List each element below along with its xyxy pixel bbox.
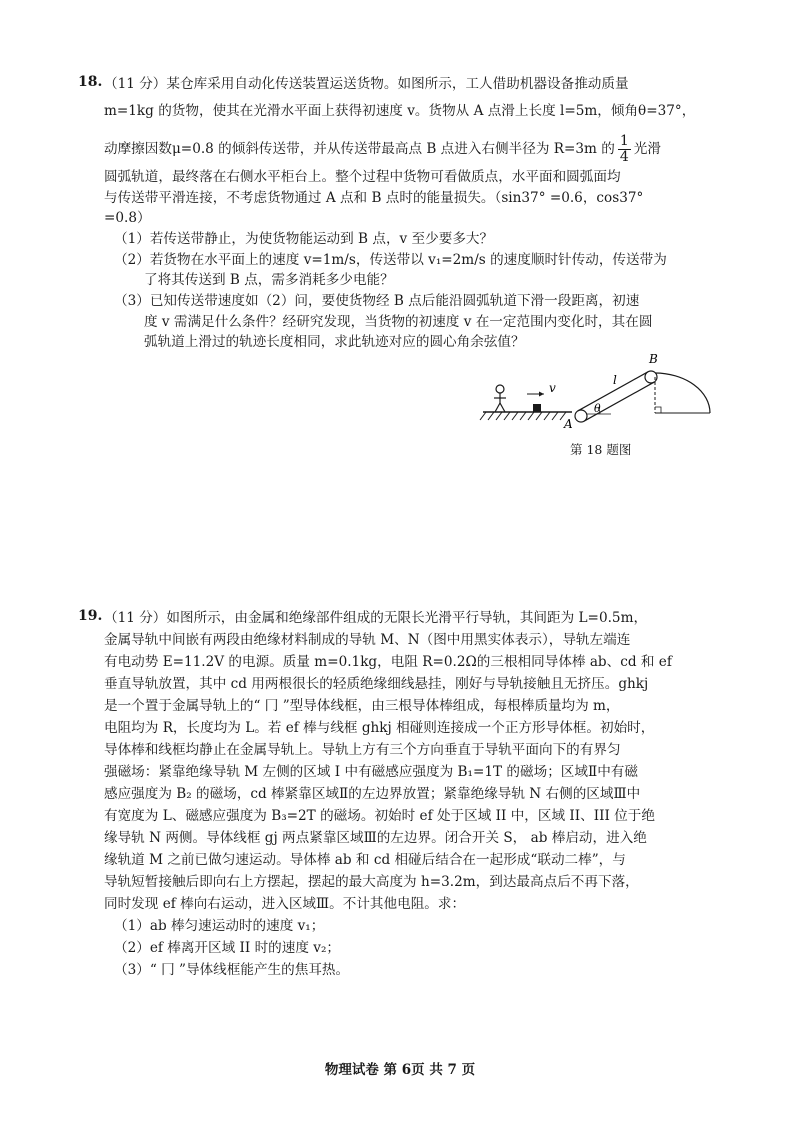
q19-line-4: 垂直导轨放置，其中 cd 用两根很长的轻质绝缘细线悬挂，刚好与导轨接触且无挤压。ghkj <box>104 676 649 692</box>
q18-sub-2: （2）若货物在水平面上的速度 v=1m/s，传送带以 v₁=2m/s 的速度顺时针传动，传送带为 <box>114 252 667 268</box>
q18-sub-1: （1）若传送带静止，为使货物能运动到 B 点，v 至少要多大？ <box>114 231 494 247</box>
q18-line-6: =0.8） <box>104 210 151 226</box>
q19-line-3: 有电动势 E=11.2V 的电源。质量 m=0.1kg，电阻 R=0.2Ω的三根相同导体棒 ab、cd 和 ef <box>104 654 672 670</box>
q19-line-1: （11 分）如图所示，由金属和绝缘部件组成的无限长光滑平行导轨，其间距为 L=0.5m， <box>104 610 648 626</box>
figure-18-diagram <box>478 352 728 442</box>
q19-line-12: 缘轨道 M 之前已做匀速运动。导体棒 ab 和 cd 相碰后结合在一起形成“联动二棒”，与 <box>104 852 626 868</box>
question-19-number: 19. <box>78 608 103 624</box>
question-18-number: 18. <box>78 74 103 90</box>
q18-sub-3-cont-2: 弧轨道上滑过的轨迹长度相同，求此轨迹对应的圆心角余弦值？ <box>144 334 525 350</box>
q19-line-8: 强磁场：紧靠绝缘导轨 M 左侧的区域 I 中有磁感应强度为 B₁=1T 的磁场；区域Ⅱ中有磁 <box>104 764 638 780</box>
q18-line-5: 与传送带平滑连接，不考虑货物通过 A 点和 B 点时的能量损失。（sin37° =0.6，cos37° <box>104 190 644 206</box>
q19-sub-2: （2）ef 棒离开区域 II 时的速度 v₂； <box>114 940 341 956</box>
figure-18-caption: 第 18 题图 <box>570 442 632 457</box>
ground-hatching <box>480 412 566 420</box>
q18-line-3-tail: 光滑 <box>633 141 661 157</box>
q18-sub-2-cont: 了将其传送到 B 点，需多消耗多少电能？ <box>144 272 394 288</box>
q19-line-9: 感应强度为 B₂ 的磁场，cd 棒紧靠区域Ⅱ的左边界放置；紧靠绝缘导轨 N 右侧的区域Ⅲ中 <box>104 786 641 802</box>
q19-line-2: 金属导轨中间嵌有两段由绝缘材料制成的导轨 M、N（图中用黑实体表示），导轨左端连 <box>104 632 631 648</box>
page-footer: 物理试卷 第 6页 共 7 页 <box>324 1062 476 1078</box>
q18-line-4: 圆弧轨道，最终落在右侧水平柜台上。整个过程中货物可看做质点，水平面和圆弧面均 <box>104 169 621 185</box>
q19-line-13: 导轨短暂接触后即向右上方摆起，摆起的最大高度为 h=3.2m，到达最高点后不再下落， <box>104 874 639 890</box>
q18-sub-3: （3）已知传送带速度如（2）问，要使货物经 B 点后能沿圆弧轨道下滑一段距离，初速 <box>114 293 640 309</box>
q19-line-7: 导体棒和线框均静止在金属导轨上。导轨上方有三个方向垂直于导轨平面向下的有界匀 <box>104 742 621 758</box>
q18-line-2: m=1kg 的货物，使其在光滑水平面上获得初速度 v。货物从 A 点滑上长度 l=5m，倾角θ=37°， <box>104 103 696 119</box>
theta-label: θ <box>594 402 601 415</box>
right-angle-mark <box>655 407 661 413</box>
q18-line-1: （11 分）某仓库采用自动化传送装置运送货物。如图所示，工人借助机器设备推动质量 <box>104 76 629 92</box>
velocity-arrowhead <box>539 392 544 397</box>
q19-line-6: 电阻均为 R，长度均为 L。若 ef 棒与线框 ghkj 相碰则连接成一个正方形导体框。初始时， <box>104 720 655 736</box>
q19-line-5: 是一个置于金属导轨上的“ 冂 ”型导体线框，由三根导体棒组成，每根棒质量均为 m， <box>104 698 620 714</box>
circular-arc-track <box>655 373 710 413</box>
belt-length-label: l <box>613 373 617 387</box>
fraction-quarter <box>618 134 631 165</box>
q18-sub-3-cont-1: 度 v 需满足什么条件？经研究发现，当货物的初速度 v 在一定范围内变化时，其在圆 <box>144 314 653 330</box>
q19-sub-3: （3）“ 冂 ”导体线框能产生的焦耳热。 <box>114 962 350 978</box>
cargo-block <box>533 404 541 412</box>
point-b-label: B <box>649 352 658 366</box>
q19-line-11: 缘导轨 N 两侧。导体线框 gj 两点紧靠区域Ⅲ的左边界。闭合开关 S， ab 棒启动，进入绝 <box>104 830 647 846</box>
worker-figure <box>494 385 506 412</box>
fraction-denominator: 4 <box>619 149 629 165</box>
q19-line-10: 有宽度为 L、磁感应强度为 B₃=2T 的磁场。初始时 ef 处于区域 II 中，区域 II、III 位于绝 <box>104 808 655 824</box>
q18-line-3-text: 动摩擦因数μ=0.8 的倾斜传送带，并从传送带最高点 B 点进入右侧半径为 R=3m 的 <box>104 141 615 157</box>
velocity-label: v <box>549 381 556 395</box>
q18-line-3 <box>104 134 661 165</box>
q19-line-14: 同时发现 ef 棒向右运动，进入区域Ⅲ。不计其他电阻。求： <box>104 896 466 912</box>
q19-sub-1: （1）ab 棒匀速运动时的速度 v₁； <box>114 918 325 934</box>
fraction-numerator: 1 <box>619 133 629 149</box>
point-a-label: A <box>564 417 573 431</box>
